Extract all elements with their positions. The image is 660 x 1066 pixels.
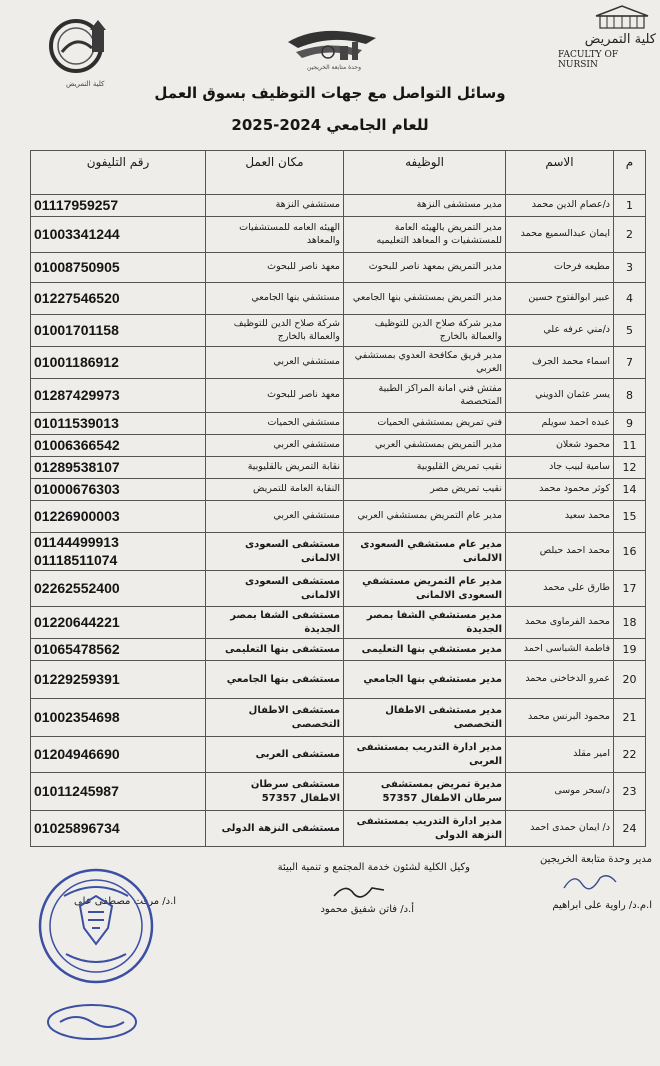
workplace: مستشفى سرطان الاطفال 57357 (206, 773, 344, 811)
row-number: 16 (614, 533, 646, 571)
phone-number: 01220644221 (34, 613, 120, 630)
table-row (31, 533, 646, 571)
workplace: معهد ناصر للبحوث (206, 253, 344, 283)
table-row (31, 479, 646, 501)
workplace: نقابة التمريض بالقليوبية (206, 457, 344, 479)
handwritten-signature-middle (330, 878, 390, 904)
phone-number-cell (31, 283, 206, 315)
phone-number-cell (31, 315, 206, 347)
workplace: مستشفى الشفا بمصر الجديدة (206, 607, 344, 639)
person-name: عبير ابوالفتوح حسين (506, 283, 614, 315)
row-number: 8 (614, 379, 646, 413)
phone-number: 01011245987 (34, 782, 119, 799)
table-header-row (31, 151, 646, 195)
person-name: سامية لبيب جاد (506, 457, 614, 479)
phone-number-cell (31, 533, 206, 571)
phone-number-cell (31, 195, 206, 217)
table-row (31, 811, 646, 847)
person-name: د/عصام الدين محمد (506, 195, 614, 217)
job-title: نقيب تمريض القليوبية (344, 457, 506, 479)
vice-dean-name: أ.د/ فاتن شفيق محمود (320, 904, 414, 915)
phone-number-cell (31, 661, 206, 699)
table-row (31, 639, 646, 661)
workplace: مستشفي العربي (206, 347, 344, 379)
job-title: مدير التمريض بمعهد ناصر للبحوث (344, 253, 506, 283)
job-title: مدير فريق مكافحة العدوي بمستشفي العربي (344, 347, 506, 379)
job-title: مدير مستشفي الشفا بمصر الجديدة (344, 607, 506, 639)
workplace: مستشفى السعودى الالمانى (206, 571, 344, 607)
person-name: عبده احمد سويلم (506, 413, 614, 435)
workplace: الهيئه العامه للمستشفيات والمعاهد (206, 217, 344, 253)
job-title: مدير مستشفي بنها التعليمى (344, 639, 506, 661)
job-title: مديرة تمريض بمستشفى سرطان الاطفال 57357 (344, 773, 506, 811)
header-name: الاسم (506, 151, 614, 195)
person-name: د/ ايمان حمدى احمد (506, 811, 614, 847)
university-emblem-logo (40, 18, 120, 76)
phone-number-cell (31, 435, 206, 457)
phone-number: 01204946690 (34, 745, 120, 762)
table-row (31, 435, 646, 457)
dean-name: ا.د/ مرفت مصطفى على (74, 896, 177, 907)
workplace: مستشفي العربي (206, 501, 344, 533)
row-number: 2 (614, 217, 646, 253)
workplace: مستشفى بنها التعليمى (206, 639, 344, 661)
phone-number-cell (31, 413, 206, 435)
person-name: امير مقلد (506, 737, 614, 773)
graduates-unit-director-title: مدير وحدة متابعة الخريجين (540, 854, 652, 865)
row-number: 12 (614, 457, 646, 479)
person-name: فاطمة الشباسى احمد (506, 639, 614, 661)
person-name: محمد احمد حبلص (506, 533, 614, 571)
table-row (31, 773, 646, 811)
table-row (31, 457, 646, 479)
job-title: مدير مستشفى الاطفال التخصصى (344, 699, 506, 737)
phone-number: 01227546520 (34, 289, 120, 306)
table-row (31, 315, 646, 347)
workplace: مستشفى بنها الجامعي (206, 661, 344, 699)
phone-number: 01002354698 (34, 708, 120, 725)
row-number: 15 (614, 501, 646, 533)
header-num: م (614, 151, 646, 195)
table-row (31, 379, 646, 413)
table-row (31, 195, 646, 217)
job-title: مدير التمريض بمستشفي بنها الجامعي (344, 283, 506, 315)
phone-number-cell (31, 253, 206, 283)
phone-number-cell (31, 479, 206, 501)
job-title: مدير عام التمريض مستشفي السعودى الالمانى (344, 571, 506, 607)
workplace: معهد ناصر للبحوث (206, 379, 344, 413)
person-name: طارق على محمد (506, 571, 614, 607)
faculty-of-nursing-logo (558, 4, 658, 74)
row-number: 22 (614, 737, 646, 773)
person-name: اسماء محمد الجرف (506, 347, 614, 379)
graduates-unit-caption: وحدة متابعة الخريجين (307, 64, 361, 71)
phone-number: 01229259391 (34, 670, 120, 687)
faculty-name-arabic: كلية التمريض (584, 32, 656, 47)
job-title: مدير شركة صلاح الدين للتوظيف والعمالة بالخارج (344, 315, 506, 347)
oval-stamp (46, 1002, 138, 1042)
phone-number: 01008750905 (34, 258, 120, 275)
job-title: نقيب تمريض مصر (344, 479, 506, 501)
row-number: 20 (614, 661, 646, 699)
person-name: د/سحر موسى (506, 773, 614, 811)
handwritten-signature-right (560, 866, 620, 896)
row-number: 17 (614, 571, 646, 607)
phone-number-cell (31, 699, 206, 737)
table-row (31, 217, 646, 253)
job-title: مدير ادارة التدريب بمستشفى العربى (344, 737, 506, 773)
workplace: مستشفي بنها الجامعي (206, 283, 344, 315)
person-name: مطيعه فرحات (506, 253, 614, 283)
person-name: محمد سعيد (506, 501, 614, 533)
row-number: 21 (614, 699, 646, 737)
phone-number-cell (31, 607, 206, 639)
academic-year-title: للعام الجامعي 2024-2025 (231, 116, 429, 134)
phone-number: 01289538107 (34, 458, 120, 475)
table-row (31, 607, 646, 639)
phone-number: 01117959257 (34, 196, 119, 213)
row-number: 24 (614, 811, 646, 847)
phone-number-cell (31, 811, 206, 847)
table-row (31, 253, 646, 283)
phone-number: 01001701158 (34, 321, 119, 338)
table-row (31, 283, 646, 315)
row-number: 1 (614, 195, 646, 217)
phone-number: 01000676303 (34, 480, 120, 497)
workplace: مستشفى العربى (206, 737, 344, 773)
emblem-caption: كلية التمريض (66, 80, 105, 88)
phone-number-secondary: 01118511074 (34, 551, 118, 568)
header-workplace: مكان العمل (206, 151, 344, 195)
phone-number-cell (31, 347, 206, 379)
table-row (31, 737, 646, 773)
table-row (31, 413, 646, 435)
workplace: النقابة العامة للتمريض (206, 479, 344, 501)
person-name: عمرو الدخاخنى محمد (506, 661, 614, 699)
job-title: مدير عام التمريض بمستشفي العربي (344, 501, 506, 533)
phone-number: 01003341244 (34, 225, 120, 242)
job-title: مفتش فني امانة المراكز الطبية المتخصصة (344, 379, 506, 413)
contacts-table (30, 150, 646, 847)
phone-number: 02262552400 (34, 579, 120, 596)
phone-number-cell (31, 639, 206, 661)
table-row (31, 501, 646, 533)
row-number: 7 (614, 347, 646, 379)
workplace: مستشفى السعودى الالمانى (206, 533, 344, 571)
row-number: 9 (614, 413, 646, 435)
phone-number-cell (31, 457, 206, 479)
row-number: 11 (614, 435, 646, 457)
phone-number-cell (31, 571, 206, 607)
faculty-name-english: FACULTY OF NURSIN (558, 50, 619, 70)
phone-number-cell (31, 501, 206, 533)
row-number: 19 (614, 639, 646, 661)
phone-number-cell (31, 773, 206, 811)
table-row (31, 347, 646, 379)
phone-number: 01006366542 (34, 436, 120, 453)
phone-number-cell (31, 217, 206, 253)
header-phone: رقم التليفون (31, 151, 206, 195)
job-title: مدير مستشفى النزهة (344, 195, 506, 217)
header-job: الوظيفه (344, 151, 506, 195)
workplace: مستشفي الحميات (206, 413, 344, 435)
row-number: 4 (614, 283, 646, 315)
person-name: ايمان عبدالسميع محمد (506, 217, 614, 253)
person-name: محمود البرنس محمد (506, 699, 614, 737)
job-title: مدير التمريض بالهيئه العامة للمستشفيات و المعاهد التعليميه (344, 217, 506, 253)
phone-number: 01144499913 (34, 534, 119, 550)
phone-number: 01011539013 (34, 414, 119, 431)
person-name: د/مني عرفه علي (506, 315, 614, 347)
job-title: فني تمريض بمستشفي الحميات (344, 413, 506, 435)
workplace: مستشفى النزهة الدولى (206, 811, 344, 847)
graduates-unit-director-name: ا.م.د/ راوية على ابراهيم (552, 900, 652, 911)
person-name: محمد الفرماوى محمد (506, 607, 614, 639)
job-title: مدير عام مستشفي السعودى الالمانى (344, 533, 506, 571)
workplace: مستشفي العربي (206, 435, 344, 457)
row-number: 18 (614, 607, 646, 639)
table-row (31, 571, 646, 607)
job-title: مدير التمريض بمستشفي العربي (344, 435, 506, 457)
official-stamp (36, 866, 156, 986)
workplace: شركة صلاح الدين للتوظيف والعمالة بالخارج (206, 315, 344, 347)
phone-number: 01226900003 (34, 507, 120, 524)
graduates-unit-logo (282, 22, 382, 68)
table-row (31, 661, 646, 699)
table-row (31, 699, 646, 737)
row-number: 14 (614, 479, 646, 501)
phone-number: 01025896734 (34, 819, 120, 836)
workplace: مستشفى الاطفال التخصصى (206, 699, 344, 737)
phone-number-cell (31, 379, 206, 413)
person-name: كوثر محمود محمد (506, 479, 614, 501)
workplace: مستشفي النزهة (206, 195, 344, 217)
job-title: مدير ادارة التدريب بمستشفى النزهة الدولى (344, 811, 506, 847)
phone-number: 01001186912 (34, 353, 119, 370)
job-title: مدير مستشفي بنها الجامعي (344, 661, 506, 699)
row-number: 5 (614, 315, 646, 347)
building-icon (592, 4, 652, 30)
phone-number-cell (31, 737, 206, 773)
document-title: وسائل التواصل مع جهات التوظيف بسوق العمل (154, 84, 506, 102)
vice-dean-title: وكيل الكلية لشئون خدمة المجتمع و تنمية البيئة (277, 862, 470, 873)
row-number: 23 (614, 773, 646, 811)
phone-number: 01065478562 (34, 640, 120, 657)
phone-number: 01287429973 (34, 386, 120, 403)
row-number: 3 (614, 253, 646, 283)
person-name: محمود شعلان (506, 435, 614, 457)
person-name: يسر عثمان الدويني (506, 379, 614, 413)
